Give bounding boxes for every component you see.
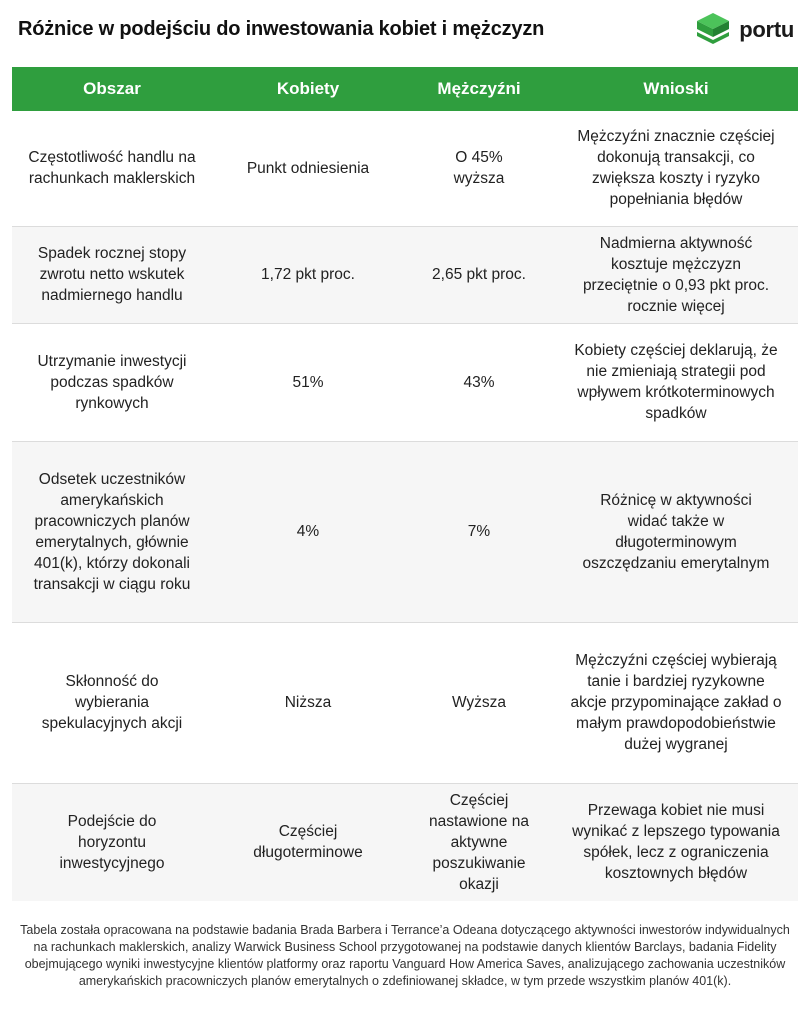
cell-conclusion: Różnicę w aktywności widać także w długoterminowym oszczędzaniu emerytalnym	[582, 491, 770, 572]
table-row	[12, 622, 798, 783]
table-row	[12, 226, 798, 323]
cell-women: 51%	[292, 373, 324, 391]
cell-conclusion: Nadmierna aktywność kosztuje mężczyzn przeciętnie o 0,93 pkt proc. rocznie więcej	[582, 234, 770, 315]
header-obszar: Obszar	[12, 67, 212, 111]
table-row	[12, 783, 798, 901]
cell-men: 2,65 pkt proc.	[432, 266, 526, 283]
cell-conclusion: Mężczyźni znacznie częściej dokonują transakcji, co zwiększa koszty i ryzyko popełniania błędów	[577, 128, 775, 209]
table-row	[12, 323, 798, 441]
cell-conclusion: Mężczyźni częściej wybierają tanie i bardziej ryzykowne akcje przypominające zakład o małym prawdopodobieństwie dużej wygranej	[570, 652, 782, 753]
header-kobiety: Kobiety	[212, 67, 404, 111]
cell-men: 7%	[467, 523, 491, 540]
logo-text: portu	[739, 17, 794, 42]
cell-area: Spadek rocznej stopy zwrotu netto wskutek nadmiernego handlu	[37, 245, 187, 304]
portu-cube-icon	[693, 10, 733, 50]
cell-area: Podejście do horyzontu inwestycyjnego	[59, 812, 165, 872]
cell-women: Punkt odniesienia	[246, 159, 370, 177]
portu-logo	[693, 10, 794, 50]
cell-area: Utrzymanie inwestycji podczas spadków rynkowych	[37, 352, 187, 412]
source-footnote: Tabela została opracowana na podstawie badania Brada Barbera i Terrance’a Odeana dotyczącego aktywności inwestorów indywidualnych na rachunkach maklerskich, analizy Warwick Business School przygotowanej na podstawie danych klientów Barclays, badania Fidelity obejmującego wyniki inwestycyjne klientów platformy oraz raportu Vanguard How America Saves, analizującego zachowania uczestników amerykańskich pracowniczych planów emerytalnych o zdefiniowanej składce, w tym przede wszystkim planów 401(k).	[20, 923, 790, 988]
header-mezczyzni: Mężczyźni	[404, 67, 554, 111]
table-row	[12, 111, 798, 226]
cell-women: Niższa	[284, 694, 332, 711]
cell-area: Skłonność do wybierania spekulacyjnych akcji	[41, 673, 183, 732]
table-header-row	[12, 67, 798, 111]
cell-men: O 45% wyższa	[453, 149, 505, 188]
cell-area: Częstotliwość handlu na rachunkach maklerskich	[28, 149, 196, 188]
cell-men: 43%	[463, 373, 495, 391]
page-title: Różnice w podejściu do inwestowania kobiet i mężczyzn	[18, 18, 545, 40]
cell-women: 4%	[296, 523, 320, 540]
cell-men: Częściej nastawione na aktywne poszukiwanie okazji	[429, 791, 529, 893]
cell-women: 1,72 pkt proc.	[261, 266, 355, 283]
cell-women: Częściej długoterminowe	[253, 823, 363, 861]
cell-area: Odsetek uczestników amerykańskich pracowniczych planów emerytalnych, głównie 401(k), którzy dokonali transakcji w ciągu roku	[33, 470, 191, 593]
header-wnioski: Wnioski	[554, 67, 798, 111]
comparison-table	[12, 67, 798, 901]
cell-conclusion: Przewaga kobiet nie musi wynikać z lepszego typowania spółek, lecz z ograniczenia kosztownych błędów	[572, 802, 780, 882]
cell-conclusion: Kobiety częściej deklarują, że nie zmieniają strategii pod wpływem krótkoterminowych spadków	[574, 342, 778, 422]
cell-men: Wyższa	[451, 694, 507, 711]
table-row	[12, 441, 798, 622]
